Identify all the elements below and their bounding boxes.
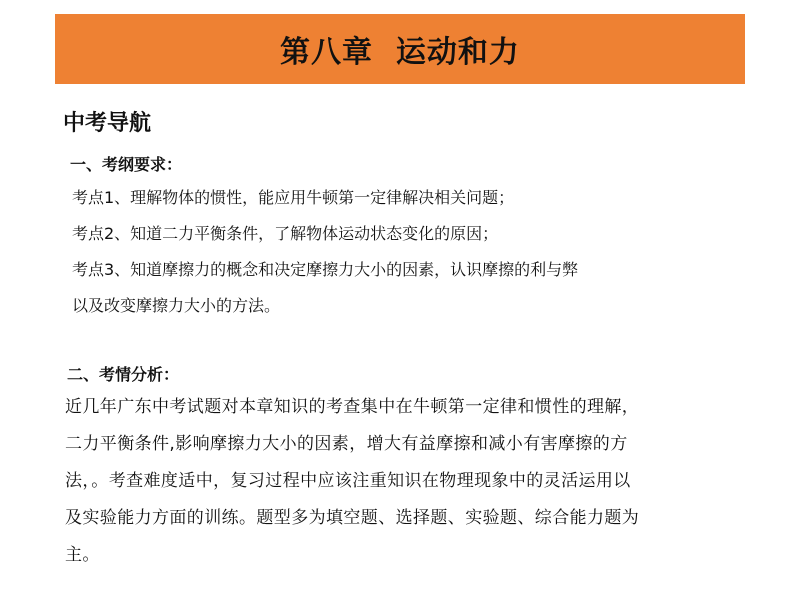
chapter-title-banner (55, 14, 745, 84)
analysis-line: 法，。考查难度适中，复习过程中应该注重知识在物理现象中的灵活运用以 (65, 471, 631, 491)
section-heading: 中考导航 (63, 111, 152, 136)
chapter-title: 第八章 运动和力 (280, 35, 520, 70)
analysis-line: 及实验能力方面的训练。题型多为填空题、选择题、实验题、综合能力题为 (65, 508, 640, 528)
syllabus-line: 考点1、理解物体的惯性，能应用牛顿第一定律解决相关问题； (72, 188, 515, 207)
analysis-line: 主。 (65, 545, 100, 565)
syllabus-heading: 一、考纲要求： (70, 155, 183, 174)
analysis-line: 近几年广东中考试题对本章知识的考查集中在牛顿第一定律和惯性的理解， (65, 397, 640, 417)
analysis-heading: 二、考情分析： (67, 365, 180, 384)
syllabus-line: 以及改变摩擦力大小的方法。 (72, 296, 281, 315)
syllabus-line: 考点3、知道摩擦力的概念和决定摩擦力大小的因素，认识摩擦的利与弊 (72, 260, 579, 279)
syllabus-line: 考点2、知道二力平衡条件，了解物体运动状态变化的原因； (72, 224, 499, 243)
analysis-line: 二力平衡条件,影响摩擦力大小的因素，增大有益摩擦和减小有害摩擦的方 (65, 434, 628, 454)
